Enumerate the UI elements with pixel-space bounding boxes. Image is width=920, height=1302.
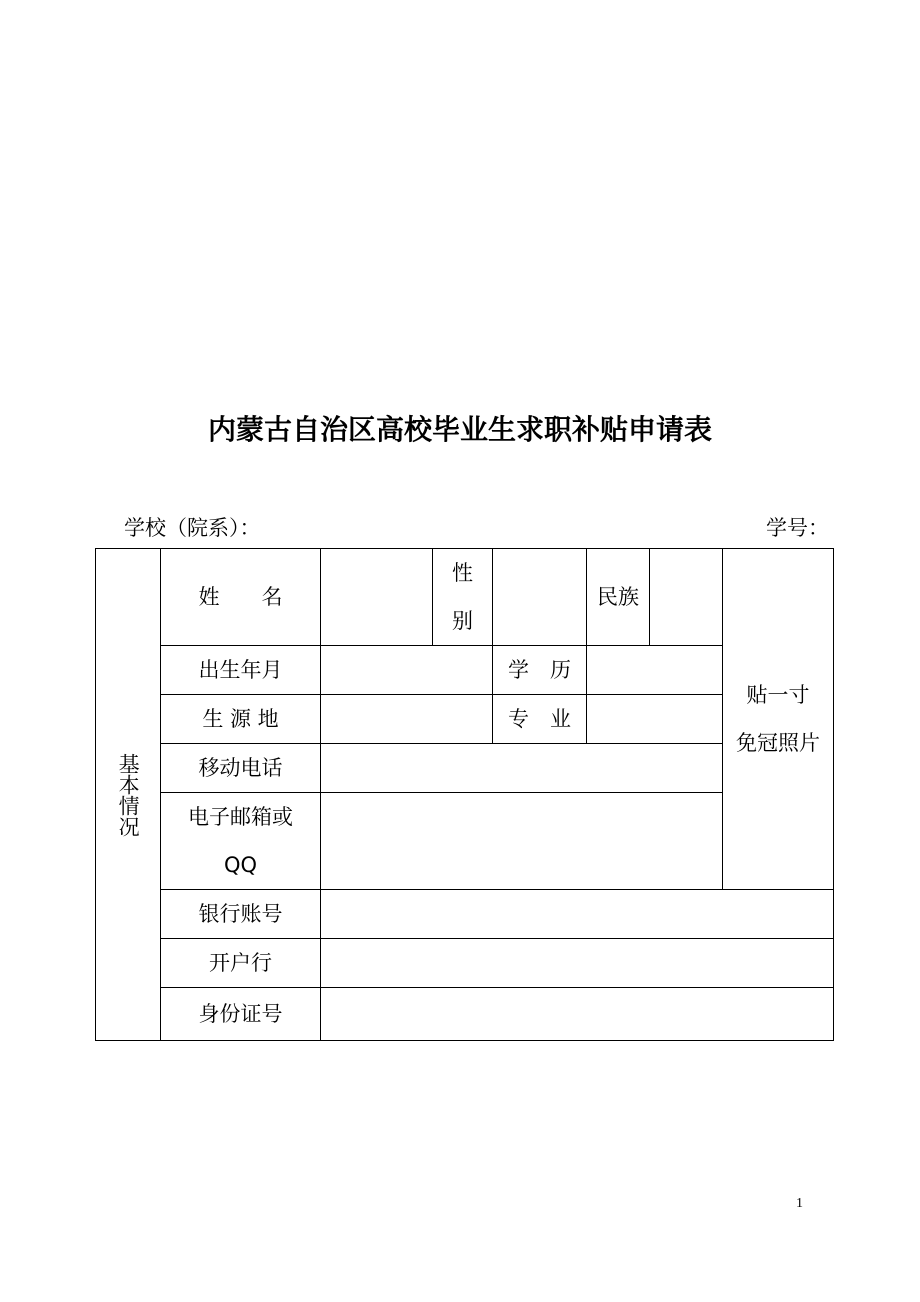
gender-label-line1: 性 [452, 561, 473, 585]
mobile-value-field[interactable] [321, 744, 722, 792]
section-label [96, 549, 160, 1040]
bank-branch-label: 开户行 [209, 950, 272, 975]
origin-value-field[interactable] [321, 695, 492, 743]
bank-account-value-field[interactable] [321, 890, 833, 938]
ethnicity-label: 民族 [597, 584, 639, 609]
origin-label: 生 源 地 [202, 706, 279, 731]
document-title: 内蒙古自治区高校毕业生求职补贴申请表 [207, 413, 712, 446]
bank-branch-value-field[interactable] [321, 939, 833, 987]
table-border-bottom [95, 1040, 834, 1041]
student-id-label: 学号： [766, 516, 829, 540]
mobile-label: 移动电话 [198, 755, 283, 780]
birth-value-field[interactable] [321, 646, 492, 694]
email-label-line1: 电子邮箱或 [188, 805, 293, 829]
bank-account-label: 银行账号 [198, 901, 283, 926]
id-number-value-field[interactable] [321, 988, 833, 1040]
email-label-line2: QQ [223, 853, 258, 877]
email-value-field[interactable] [321, 793, 722, 889]
major-label: 专 业 [508, 706, 571, 731]
major-value-field[interactable] [587, 695, 722, 743]
education-label: 学 历 [508, 657, 571, 682]
page-number: 1 [796, 1196, 803, 1211]
birth-label: 出生年月 [198, 657, 283, 682]
section-label-text: 基本情况 [116, 752, 141, 837]
photo-label-line2: 免冠照片 [736, 731, 820, 755]
email-label [161, 793, 320, 889]
photo-label-line1: 贴一寸 [746, 683, 810, 707]
school-label: 学校（院系）： [124, 516, 261, 540]
gender-label-line2: 别 [452, 609, 473, 633]
gender-label [433, 549, 492, 645]
table-border-right [833, 548, 834, 1041]
ethnicity-value-field[interactable] [650, 549, 722, 645]
name-label: 姓 名 [198, 584, 283, 609]
name-value-field[interactable] [321, 549, 432, 645]
photo-box [723, 549, 833, 889]
education-value-field[interactable] [587, 646, 722, 694]
gender-value-field[interactable] [493, 549, 586, 645]
id-number-label: 身份证号 [198, 1001, 283, 1026]
